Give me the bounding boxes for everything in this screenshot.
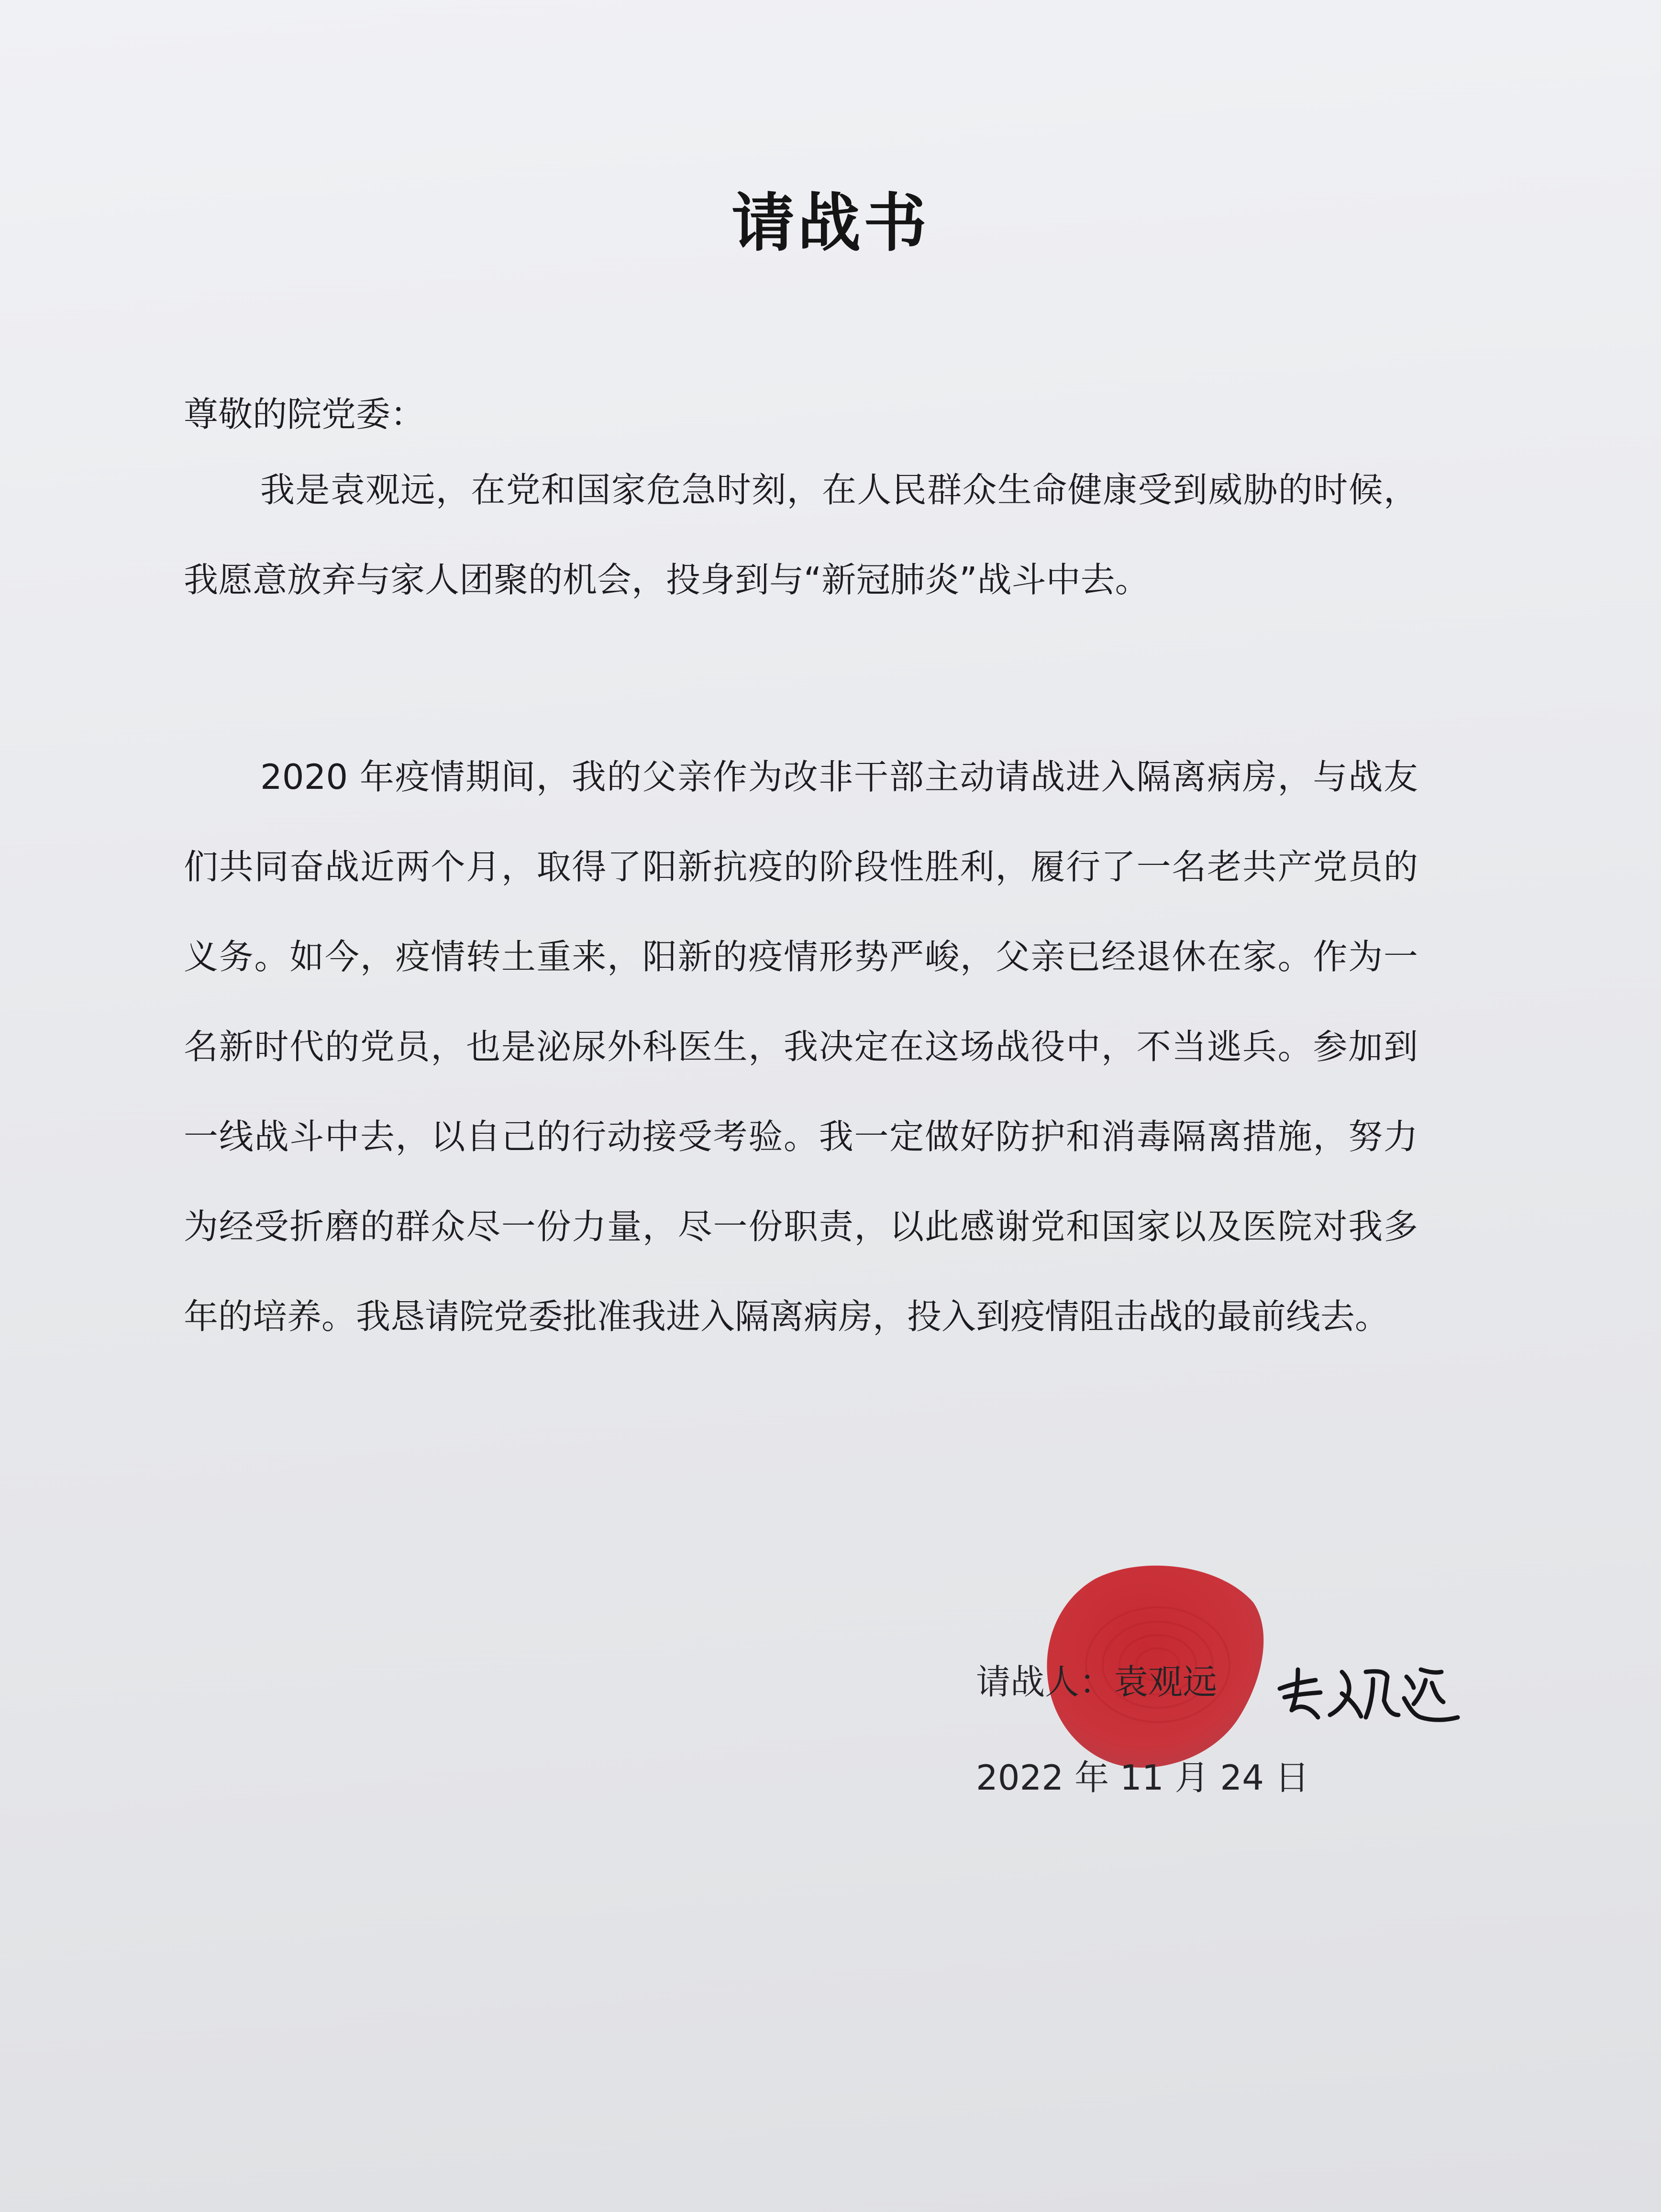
date: 2022 年 11 月 24 日 xyxy=(976,1758,1309,1798)
handwritten-signature-icon xyxy=(1270,1650,1462,1732)
paragraph-2: 2020 年疫情期间，我的父亲作为改非干部主动请战进入隔离病房，与战友们共同奋战近两个月，取得了阳新抗疫的阶段性胜利，履行了一名老共产党员的义务。如今，疫情转土重来，阳新的疫情形势严峻，父亲已经退休在家。作为一名新时代的党员，也是泌尿外科医生，我决定在这场战役中，不当逃兵。参加到一线战斗中去，以自己的行动接受考验。我一定做好防护和消毒隔离措施，努力为经受折磨的群众尽一份力量，尽一份职责，以此感谢党和国家以及医院对我多年的培养。我恳请院党委批准我进入隔离病房，投入到疫情阻击战的最前线去。 xyxy=(184,757,1418,1337)
document-title: 请战书 xyxy=(731,186,930,260)
signer-label: 请战人：袁观远 xyxy=(976,1662,1218,1702)
salutation: 尊敬的院党委： xyxy=(184,394,425,434)
paragraph-1: 我是袁观远，在党和国家危急时刻，在人民群众生命健康受到威胁的时候，我愿意放弃与家人团聚的机会，投身到与“新冠肺炎”战斗中去。 xyxy=(184,470,1418,600)
